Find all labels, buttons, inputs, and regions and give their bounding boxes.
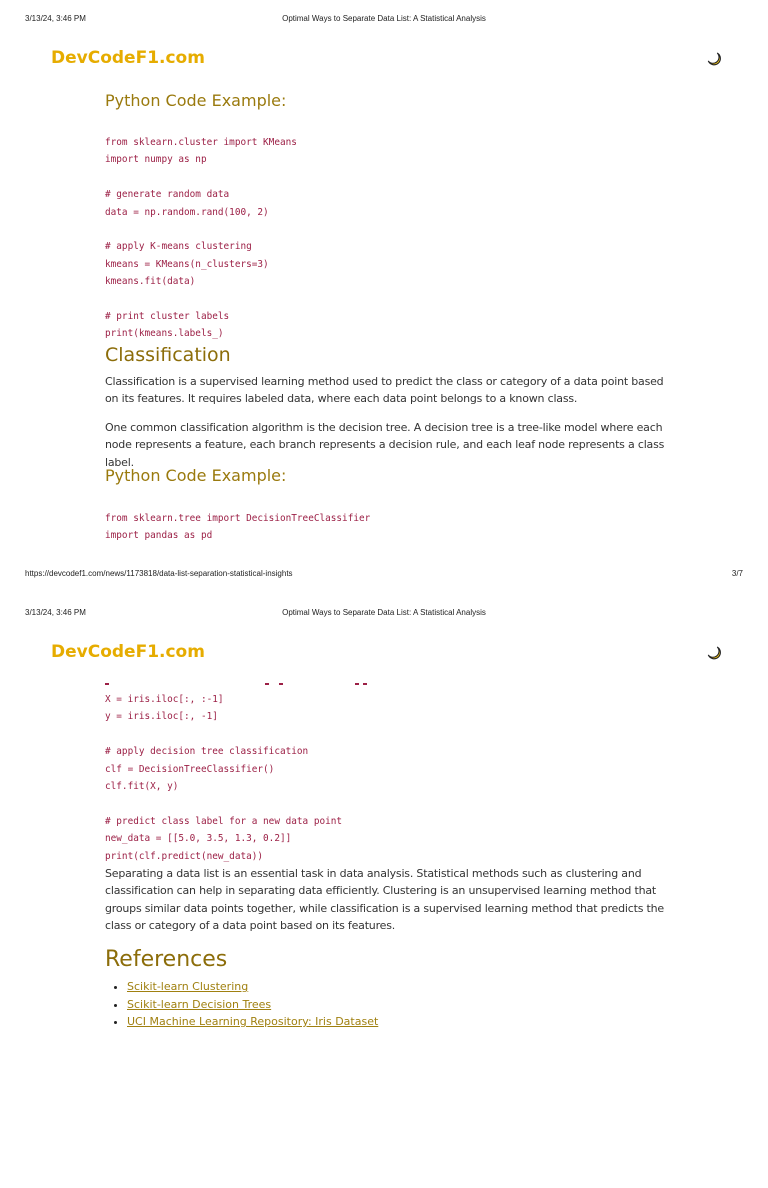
classification-paragraph-2: One common classification algorithm is the decision tree. A decision tree is a tree-like model where each node represents a feature, each branch represents a decision rule, and each leaf node represents a class label. [105, 421, 665, 469]
code-block-tree-cont-wrap [105, 691, 665, 865]
python-example-heading-2-wrap [105, 466, 665, 485]
code-block-tree-start-wrap [105, 510, 665, 545]
print-date: 3/13/24, 3:46 PM [25, 608, 86, 617]
classification-para-1-wrap [105, 373, 665, 408]
python-example-heading: Python Code Example: [105, 466, 287, 485]
references-list [105, 978, 665, 1031]
python-example-heading: Python Code Example: [105, 91, 287, 110]
print-doc-title: Optimal Ways to Separate Data List: A Statistical Analysis [282, 608, 486, 617]
print-page-number: 3/7 [731, 569, 743, 578]
python-example-heading-1-wrap [105, 91, 665, 110]
code-block-decision-tree: from sklearn.tree import DecisionTreeClassifier import pandas as pd [105, 513, 371, 542]
moon-icon[interactable] [706, 645, 722, 661]
reference-item [127, 1013, 665, 1031]
reference-link-sklearn-decision-trees[interactable]: Scikit-learn Decision Trees [127, 997, 272, 1011]
print-page-2 [0, 594, 768, 1188]
code-block-kmeans-wrap [105, 134, 665, 343]
conclusion-para-wrap [105, 865, 665, 934]
code-block-decision-tree-continued: X = iris.iloc[:, :-1] y = iris.iloc[:, -1] # apply decision tree classification clf = DecisionTreeClassifier() clf.fit(X, y) # predict class label for a new data point new_data = [[5.0, 3.5, 1.3, 0.2]] print(clf.predict(new_data)) [105, 694, 343, 862]
code-block-kmeans: from sklearn.cluster import KMeans import numpy as np # generate random data data = np.random.rand(100, 2) # apply K-means clustering kmeans = KMeans(n_clusters=3) kmeans.fit(data) # print cluster labels print(kmeans.labels_) [105, 137, 297, 340]
conclusion-paragraph: Separating a data list is an essential task in data analysis. Statistical methods such as clustering and classification can help in separating data efficiently. Clustering is an unsupervised learning method that groups similar data points together, while classification is a supervised learning method that predicts the class or category of a data point based on its features. [105, 867, 664, 932]
print-doc-title: Optimal Ways to Separate Data List: A Statistical Analysis [282, 14, 486, 23]
references-heading-wrap [105, 947, 665, 972]
reference-item [127, 996, 665, 1014]
print-url: https://devcodef1.com/news/1173818/data-list-separation-statistical-insights [25, 569, 293, 578]
references-heading: References [105, 947, 228, 972]
classification-para-2-wrap [105, 419, 665, 471]
reference-item [127, 978, 665, 996]
references-list-wrap [105, 978, 665, 1031]
print-date: 3/13/24, 3:46 PM [25, 14, 86, 23]
classification-paragraph-1: Classification is a supervised learning method used to predict the class or category of a data point based on its features. It requires labeled data, where each data point belongs to a known class. [105, 375, 664, 406]
classification-heading-wrap [105, 344, 665, 366]
site-logo[interactable]: DevCodeF1.com [51, 48, 205, 68]
site-logo[interactable]: DevCodeF1.com [51, 642, 205, 662]
classification-heading: Classification [105, 344, 231, 366]
clipped-code-line [105, 683, 375, 689]
reference-link-uci-iris-dataset[interactable]: UCI Machine Learning Repository: Iris Dataset [127, 1015, 379, 1028]
moon-icon[interactable] [706, 51, 722, 67]
reference-link-sklearn-clustering[interactable]: Scikit-learn Clustering [127, 980, 249, 993]
